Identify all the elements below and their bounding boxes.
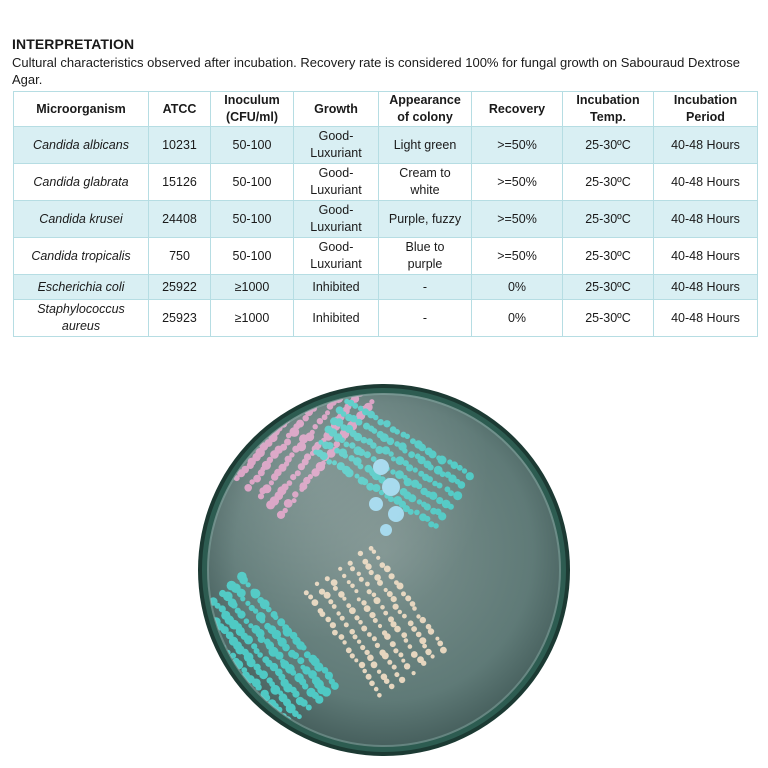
pink-colony [255, 407, 261, 413]
atcc-cell: 25922 [149, 275, 211, 300]
cell-text-line: Candida albicans [33, 137, 129, 152]
column-header [379, 92, 472, 127]
organism-cell [14, 127, 149, 164]
period-cell: 40-48 Hours [654, 201, 758, 238]
appearance-cell [379, 300, 472, 337]
temp-cell: 25-30ºC [563, 164, 654, 201]
teal-colony [196, 619, 202, 625]
teal-colony [258, 723, 264, 729]
cell-text-line: Luxuriant [310, 146, 362, 160]
cell-text-line: purple [407, 257, 443, 271]
period-cell: 40-48 Hours [654, 300, 758, 337]
cell-text-line: Purple, fuzzy [388, 211, 462, 226]
pink-colony [291, 383, 296, 388]
teal-colony [211, 669, 216, 674]
atcc-cell: 25923 [149, 300, 211, 337]
recovery-cell: >=50% [472, 238, 563, 275]
organism-cell [14, 275, 149, 300]
teal-colony [266, 732, 271, 737]
pink-colony [236, 426, 246, 436]
recovery-cell: >=50% [472, 201, 563, 238]
cell-text-line: Good- [318, 129, 354, 143]
column-header [563, 92, 654, 127]
table-row [14, 127, 758, 164]
cell-text-line: Inhibited [312, 310, 360, 325]
teal-colony [279, 729, 284, 734]
temp-cell: 25-30ºC [563, 275, 654, 300]
table-body [14, 127, 758, 337]
atcc-cell: 10231 [149, 127, 211, 164]
inoculum-cell: 50-100 [211, 201, 294, 238]
pink-colony [264, 394, 270, 400]
growth-cell [294, 275, 379, 300]
inoculum-cell: 50-100 [211, 127, 294, 164]
petri-dish-photo [196, 382, 572, 758]
inoculum-cell: 50-100 [211, 164, 294, 201]
period-cell: 40-48 Hours [654, 238, 758, 275]
teal-colony [225, 686, 234, 695]
column-header [294, 92, 379, 127]
cell-text-line: Candida glabrata [33, 174, 129, 189]
pink-colony [285, 386, 294, 395]
recovery-cell: >=50% [472, 164, 563, 201]
cell-text-line: Luxuriant [310, 183, 362, 197]
table-row [14, 201, 758, 238]
cell-text-line: Temp. [590, 110, 626, 124]
table-row [14, 164, 758, 201]
cell-text-line: Blue to [405, 240, 445, 254]
teal-colony [247, 710, 254, 717]
header-row [14, 92, 758, 127]
temp-cell: 25-30ºC [563, 201, 654, 238]
teal-colony [231, 693, 239, 701]
teal-colony [196, 645, 200, 654]
teal-colony [276, 725, 282, 731]
cell-text-line: Cream to [399, 166, 451, 180]
cell-text-line: Staphylococcus [37, 302, 125, 316]
cell-text-line: Escherichia coli [37, 279, 125, 294]
cell-text-line: Good- [318, 203, 354, 217]
inoculum-cell: ≥1000 [211, 300, 294, 337]
inoculum-cell: 50-100 [211, 238, 294, 275]
teal-colony [221, 682, 228, 689]
teal-colony [196, 631, 198, 639]
pink-colony [314, 382, 321, 385]
teal-colony [271, 738, 277, 744]
table-row [14, 300, 758, 337]
column-header [149, 92, 211, 127]
growth-cell [294, 127, 379, 164]
period-cell: 40-48 Hours [654, 164, 758, 201]
pink-colony [213, 459, 219, 465]
section-heading: INTERPRETATION [12, 36, 135, 52]
pink-colony [299, 396, 304, 401]
cell-text-line: Growth [314, 101, 358, 116]
pink-colony [277, 382, 283, 384]
cell-text-line: ATCC [162, 101, 197, 116]
temp-cell: 25-30ºC [563, 300, 654, 337]
pink-colony [240, 419, 250, 429]
cell-text-line: Good- [318, 240, 354, 254]
pink-colony [280, 396, 286, 402]
cell-text-line: white [410, 183, 440, 197]
inoculum-cell: ≥1000 [211, 275, 294, 300]
cell-text-line: aureus [61, 319, 101, 333]
pink-colony [236, 431, 242, 437]
appearance-cell [379, 164, 472, 201]
pink-colony [222, 443, 231, 452]
teal-colony [250, 715, 258, 723]
pink-colony [215, 453, 223, 461]
pink-colony [265, 417, 271, 423]
period-cell: 40-48 Hours [654, 275, 758, 300]
cell-text-line: Inhibited [312, 279, 360, 294]
pink-colony [272, 382, 281, 391]
teal-colony [240, 702, 245, 707]
pink-colony [332, 382, 339, 385]
growth-cell [294, 238, 379, 275]
teal-colony [197, 657, 205, 665]
pink-colony [262, 397, 269, 404]
intro-paragraph: Cultural characteristics observed after incubation. Recovery rate is considered 100% for fungal growth on Sabouraud Dextrose Agar. [12, 55, 740, 87]
pink-colony [295, 382, 302, 384]
teal-colony [254, 719, 263, 728]
pink-colony [325, 382, 335, 389]
results-table [13, 91, 758, 337]
recovery-cell: >=50% [472, 127, 563, 164]
pink-colony [270, 411, 275, 416]
period-cell: 40-48 Hours [654, 127, 758, 164]
teal-colony [217, 680, 223, 686]
pink-colony [228, 438, 235, 445]
teal-colony [262, 729, 270, 737]
growth-cell [294, 164, 379, 201]
pink-colony [251, 411, 257, 417]
pink-colony [270, 404, 278, 412]
pink-colony [258, 402, 264, 408]
teal-colony [235, 696, 241, 702]
cell-text-line: Good- [318, 166, 354, 180]
recovery-cell: 0% [472, 275, 563, 300]
pink-colony [304, 385, 312, 393]
temp-cell: 25-30ºC [563, 127, 654, 164]
column-header [472, 92, 563, 127]
pink-colony [304, 392, 309, 397]
pink-colony [218, 450, 226, 458]
table-row [14, 238, 758, 275]
cell-text-line: - [422, 279, 428, 294]
cell-text-line: - [422, 310, 428, 325]
column-header [14, 92, 149, 127]
appearance-cell [379, 238, 472, 275]
teal-colony [200, 641, 205, 646]
petri-dish-image [196, 382, 572, 758]
pink-colony [345, 382, 351, 386]
cell-text-line: Microorganism [36, 101, 126, 116]
growth-cell [294, 300, 379, 337]
teal-colony [201, 661, 211, 671]
cell-text-line: Candida tropicalis [31, 248, 131, 263]
column-header [211, 92, 294, 127]
growth-cell [294, 201, 379, 238]
cell-text-line: Inoculum [224, 93, 280, 107]
column-header [654, 92, 758, 127]
cell-text-line: (CFU/ml) [225, 110, 279, 124]
teal-colony [196, 613, 199, 620]
cell-text-line: Light green [393, 137, 457, 152]
recovery-cell: 0% [472, 300, 563, 337]
atcc-cell: 15126 [149, 164, 211, 201]
pink-colony [270, 388, 276, 394]
teal-colony [196, 635, 203, 644]
organism-cell [14, 201, 149, 238]
organism-cell [14, 238, 149, 275]
table-row [14, 275, 758, 300]
pink-colony [308, 383, 315, 390]
cell-text-line: Luxuriant [310, 220, 362, 234]
pink-colony [245, 416, 253, 424]
teal-colony [205, 647, 214, 656]
cell-text-line: Appearance [389, 93, 461, 107]
pink-colony [283, 391, 290, 398]
teal-colony [215, 675, 223, 683]
appearance-cell [379, 127, 472, 164]
atcc-cell: 750 [149, 238, 211, 275]
atcc-cell: 24408 [149, 201, 211, 238]
temp-cell: 25-30ºC [563, 238, 654, 275]
organism-cell [14, 164, 149, 201]
teal-colony [202, 644, 210, 652]
teal-colony [205, 667, 212, 674]
cell-text-line: Recovery [488, 101, 546, 116]
cell-text-line: Period [686, 110, 725, 124]
cell-text-line: Incubation [673, 93, 738, 107]
appearance-cell [379, 275, 472, 300]
cell-text-line: Luxuriant [310, 257, 362, 271]
appearance-cell [379, 201, 472, 238]
cell-text-line: Incubation [576, 93, 640, 107]
cell-text-line: Candida krusei [39, 211, 123, 226]
pink-colony [231, 436, 237, 442]
teal-colony [240, 705, 248, 713]
teal-colony [196, 649, 203, 657]
pink-colony [277, 403, 283, 409]
organism-cell [14, 300, 149, 337]
pink-colony [325, 386, 330, 391]
cell-text-line: of colony [397, 110, 453, 124]
